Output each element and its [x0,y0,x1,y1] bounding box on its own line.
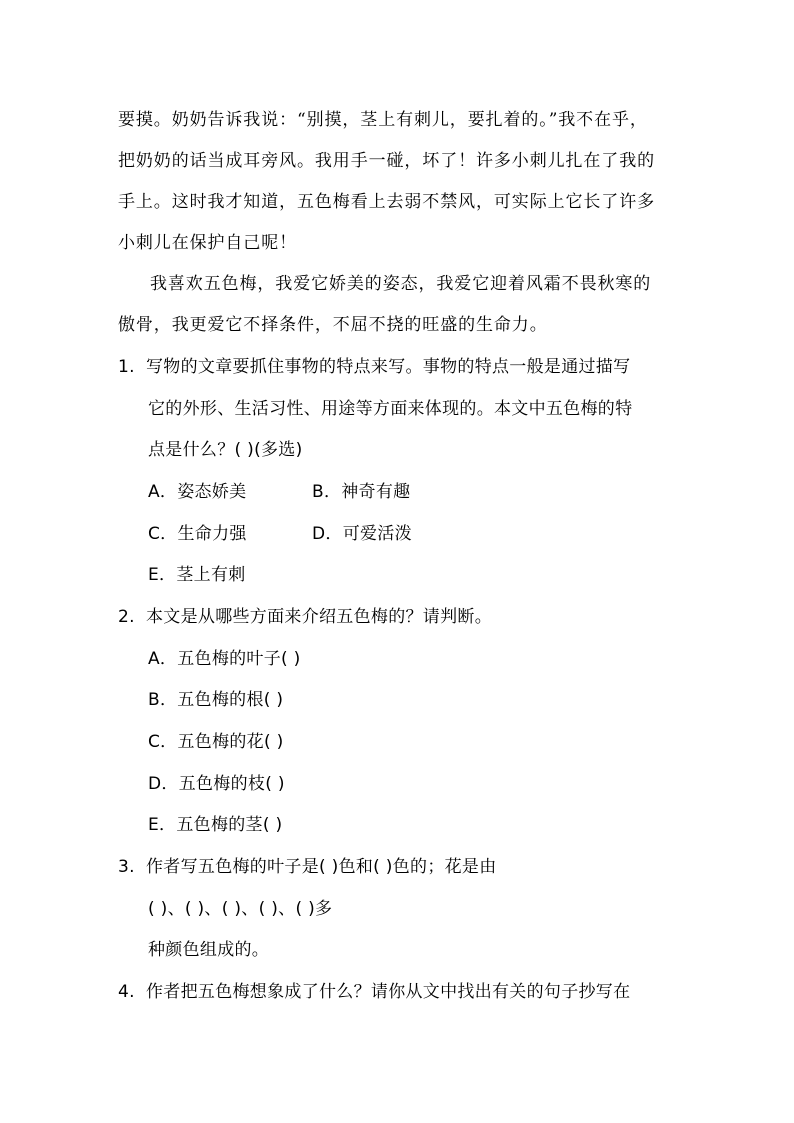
passage-line: 我喜欢五色梅，我爱它娇美的姿态，我爱它迎着风霜不畏秋寒的 [150,274,652,294]
option-e: E．茎上有刺 [148,565,246,585]
option-c: C．五色梅的花( ) [148,732,284,752]
question-text: 点是什么？( )(多选) [148,440,303,460]
passage-line: 手上。这时我才知道，五色梅看上去弱不禁风，可实际上它长了许多 [118,192,655,212]
option-b: B．神奇有趣 [312,482,411,502]
question-text: 作者把五色梅想象成了什么？请你从文中找出有关的句子抄写在 [146,982,631,1002]
question-number: 2. [118,607,135,627]
option-a: A．姿态娇美 [148,482,247,502]
passage-line: 小刺儿在保护自己呢！ [118,233,297,253]
passage-line: 要摸。奶奶告诉我说：“别摸，茎上有刺儿，要扎着的。”我不在乎， [118,110,648,130]
question-text: 它的外形、生活习性、用途等方面来体现的。本文中五色梅的特 [148,399,633,419]
question-number: 3. [118,857,135,877]
option-b: B．五色梅的根( ) [148,690,284,710]
option-d: D．五色梅的枝( ) [148,774,285,794]
question-text: 本文是从哪些方面来介绍五色梅的？请判断。 [146,607,492,627]
option-c: C．生命力强 [148,524,247,544]
question-text: 写物的文章要抓住事物的特点来写。事物的特点一般是通过描写 [146,357,631,377]
option-d: D．可爱活泼 [312,524,412,544]
passage-line: 把奶奶的话当成耳旁风。我用手一碰，坏了！许多小刺儿扎在了我的 [118,151,655,171]
question-text: 种颜色组成的。 [148,940,270,960]
question-text: ( )、( )、( )、( )、( )多 [148,899,333,919]
question-text: 作者写五色梅的叶子是( )色和( )色的；花是由 [146,857,497,877]
question-number: 1. [118,357,135,377]
option-a: A．五色梅的叶子( ) [148,649,301,669]
passage-line: 傲骨，我更爱它不择条件，不屈不挠的旺盛的生命力。 [118,315,548,335]
question-number: 4. [118,982,135,1002]
option-e: E．五色梅的茎( ) [148,815,283,835]
